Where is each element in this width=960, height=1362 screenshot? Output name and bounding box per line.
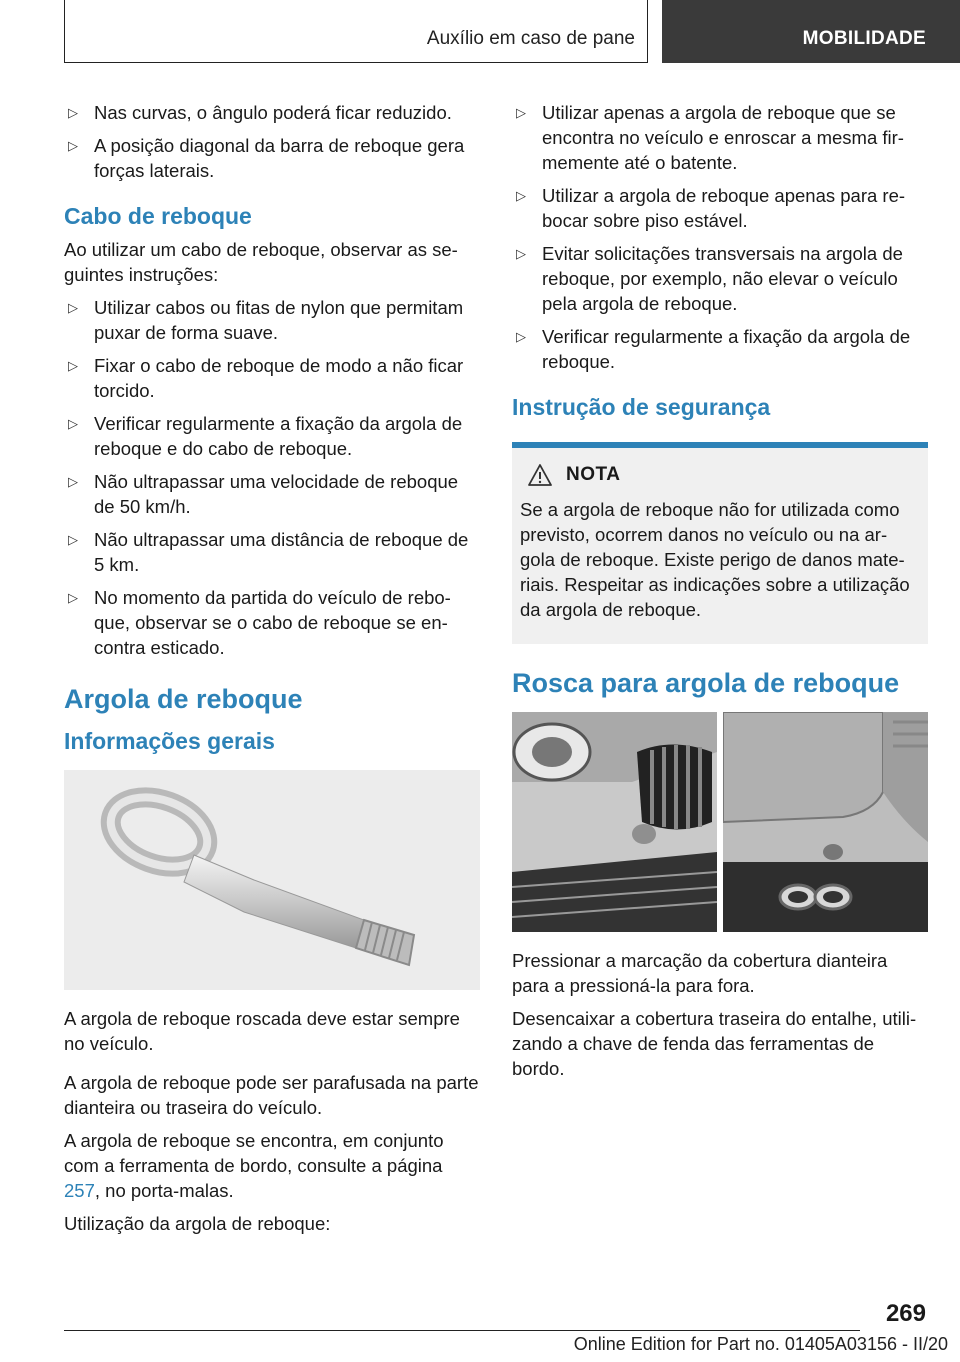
list-item: ▷ Nas curvas, o ângulo poderá ficar reduzido. — [64, 100, 480, 125]
right-column — [512, 100, 928, 1089]
note-text: Se a argola de reboque não for utilizada como previsto, ocorrem danos no veículo ou na ar-gola de reboque. Existe perigo de danos mate-riais. Respeitar as indicações sobre a utilização da argola de reboque. — [520, 499, 910, 620]
list-item: ▷ Utilizar a argola de reboque apenas para re-bocar sobre piso estável. — [512, 183, 928, 233]
bullet-list — [64, 100, 480, 183]
page-link[interactable]: 257 — [64, 1180, 95, 1201]
rear-bumper-image — [723, 712, 928, 932]
bullet-list — [64, 295, 480, 660]
front-bumper-photo — [512, 712, 717, 932]
warning-icon — [528, 464, 552, 486]
bullet-list — [512, 100, 928, 374]
header-section-box — [662, 0, 960, 63]
front-bumper-image — [512, 712, 717, 932]
bumper-photos — [512, 712, 928, 932]
heading-argola-de-reboque: Argola de reboque — [64, 684, 303, 714]
page-number: 269 — [885, 1300, 926, 1327]
header-title: Auxílio em caso de pane — [426, 28, 635, 49]
header-title-box — [64, 0, 648, 63]
header-section: MOBILIDADE — [802, 28, 926, 49]
heading-informacoes-gerais: Informações gerais — [64, 728, 275, 754]
list-item: ▷ Utilizar apenas a argola de reboque que se encontra no veículo e enroscar a mesma fir-memente até o batente. — [512, 100, 928, 175]
paragraph: Pressionar a marcação da cobertura dianteira para a pressioná-la para fora. — [512, 950, 888, 996]
list-item: ▷ Verificar regularmente a fixação da argola de reboque. — [512, 324, 928, 374]
list-item: ▷ Não ultrapassar uma distância de reboque de 5 km. — [64, 527, 480, 577]
list-item: ▷ Não ultrapassar uma velocidade de reboque de 50 km/h. — [64, 469, 480, 519]
list-item: ▷ No momento da partida do veículo de rebo-que, observar se o cabo de reboque se en-contra esticado. — [64, 585, 480, 660]
list-item: ▷ Verificar regularmente a fixação da argola de reboque e do cabo de reboque. — [64, 411, 480, 461]
list-item: ▷ Utilizar cabos ou fitas de nylon que permitam puxar de forma suave. — [64, 295, 480, 345]
paragraph: A argola de reboque roscada deve estar sempre no veículo. — [64, 1008, 460, 1054]
heading-cabo-de-reboque: Cabo de reboque — [64, 203, 252, 229]
heading-instrucao-de-seguranca: Instrução de segurança — [512, 394, 771, 420]
list-item: ▷ A posição diagonal da barra de reboque gera forças laterais. — [64, 133, 480, 183]
paragraph: Utilização da argola de reboque: — [64, 1213, 331, 1234]
footer-edition: Online Edition for Part no. 01405A03156 - II/20 — [573, 1334, 948, 1354]
tow-eye-illustration — [64, 770, 480, 990]
left-column — [64, 100, 480, 1244]
paragraph: A argola de reboque pode ser parafusada na parte dianteira ou traseira do veículo. — [64, 1072, 479, 1118]
heading-rosca-para-argola: Rosca para argola de reboque — [512, 668, 900, 698]
list-item: ▷ Evitar solicitações transversais na argola de reboque, por exemplo, não elevar o veículo pela argola de reboque. — [512, 241, 928, 316]
note-title: NOTA — [566, 464, 621, 485]
note-header — [528, 462, 920, 487]
paragraph: Ao utilizar um cabo de reboque, observar as se-guintes instruções: — [64, 239, 458, 285]
footer-divider — [64, 1330, 860, 1331]
list-item: ▷ Fixar o cabo de reboque de modo a não ficar torcido. — [64, 353, 480, 403]
tow-eye-icon — [64, 770, 480, 990]
paragraph: Desencaixar a cobertura traseira do entalhe, utili-zando a chave de fenda das ferramentas de bordo. — [512, 1008, 917, 1079]
rear-bumper-photo — [723, 712, 928, 932]
note-box — [512, 448, 928, 644]
paragraph: A argola de reboque se encontra, em conjunto com a ferramenta de bordo, consulte a página 257, no porta-malas. — [64, 1130, 444, 1201]
